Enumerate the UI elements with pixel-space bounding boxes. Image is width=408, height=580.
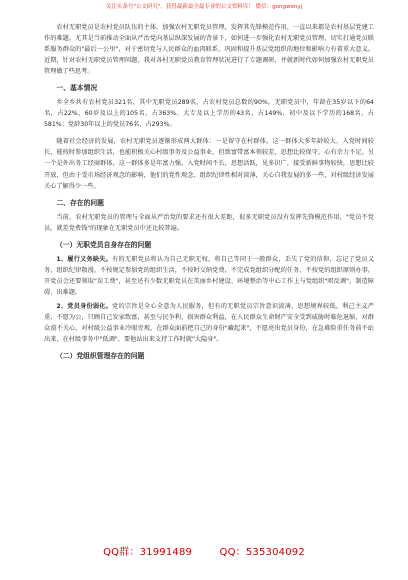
footer-qq-group: QQ群：31991489 (103, 547, 193, 558)
problem-item-1-lead: 1、履行义务缺失。 (56, 255, 113, 263)
problems-paragraph: 当前，农村无职党员的管理与全面从严治党的要求还有很大差距，很多无职党员没有发挥先锋模范作用，"党员不党员，就差党费钱"的现象在无职党员中还比较普遍。 (44, 213, 374, 232)
problem-item-1-text: 有的无职党员将认为自己无职无权，将自己等同于一般群众，丢失了党的信仰，忘记了党员义务，组织纪律散漫，不按规定参加党的组织生活，不按时交纳党费，不完成党组织分配的任务，不按党的组织原则办事，开党员会还要领取"误工费"，甚至还有少数无职党员在美丽乡村建设、环境整治等中心工作上与党组织"唱反调"，制造障碍、出难题。 (44, 255, 375, 296)
groups-paragraph: 随着社会经济的发展，农村无职党员逐渐形成两大群体：一是留守在村群体，这一群体大多年龄较大、入党时间较长，能按时参加组织生活，也能积极关心村级事务及公益事业，但致富带富本领较差，思想比较保守，心有余力不足。另一个是外出务工经商群体，这一群体多是年富力强、入党时间不长，思想活跃，见多识广，接受新鲜事物较快，思想比较开放，但由于受市场经济观念的影响，他们的党性观念、组织纪律性相对淡薄，关心自我发展的多一些，对村级经济发展关心了解得少一些。 (44, 138, 374, 190)
subsection-heading-self: （一）无职党员自身存在的问题 (56, 240, 152, 249)
header-banner: 关注头条号"公文研究"，获得最新最全最专业的公文资料库！ 微信：gongwenyj (105, 4, 303, 10)
footer-qq: QQ：535304092 (219, 547, 305, 558)
problem-item-2-text: 党的宗旨是全心全意为人民服务，但有的无职党员宗旨意识淡薄，思想境界较低，利己主义严重，不愿为公，只顾自己发家致富，甚至与民争利、损害群众利益，在人民群众生命财产安全受到威胁时临危退缩，对群众漠不关心，对村级公益事业冷眼旁观，在群众面前把自己的身份"藏起来"，不愿亮出党员身份，在急难险重任务前不站出来，在村级事务中"低调"，要他站出来支持工作时就"大隐身"。 (44, 302, 375, 344)
section-heading-problems: 二、存在的问题 (56, 198, 104, 207)
document-body (44, 22, 374, 362)
subsection-heading-org: （二）党组织管理存在的问题 (56, 352, 145, 361)
intro-paragraph: 农村无职党员是农村党员队伍的主体，加强农村无职党员管理，发挥其先锋模范作用，一直以来都是农村基层党建工作的难题。尤其是当前推动全面从严治党向基层纵深发展的背景下，如何进一步强化农村无职党员管理，切实打通党员联系服务群众的"最后一公里"，对于密切党与人民群众的血肉联系，巩固和提升基层党组织的地位和影响力有着重大意义。近期，针对农村无职党员管理问题，我对各村无职党员教育管理状况进行了专题调研，并就新时代如何加强农村无职党员管理做了些思考。 (44, 24, 374, 76)
footer-contact (0, 543, 408, 558)
basic-stats-paragraph: 乡全乡共有农村党员321名，其中无职党员289名，占农村党员总数的90%。无职党员中，年龄在35岁以下的64名，占22%，60岁及以上的105名，占363%。大专及以上学历的43名，占149%，初中及以下学历的168名，占581%；党龄30年以上的党员76名，占293%。 (44, 99, 374, 129)
problem-item-1 (44, 254, 374, 298)
section-heading-basic: 一、基本情况 (56, 84, 98, 93)
problem-item-2-lead: 2、党员身份弱化。 (56, 302, 113, 310)
problem-item-2 (44, 301, 374, 345)
